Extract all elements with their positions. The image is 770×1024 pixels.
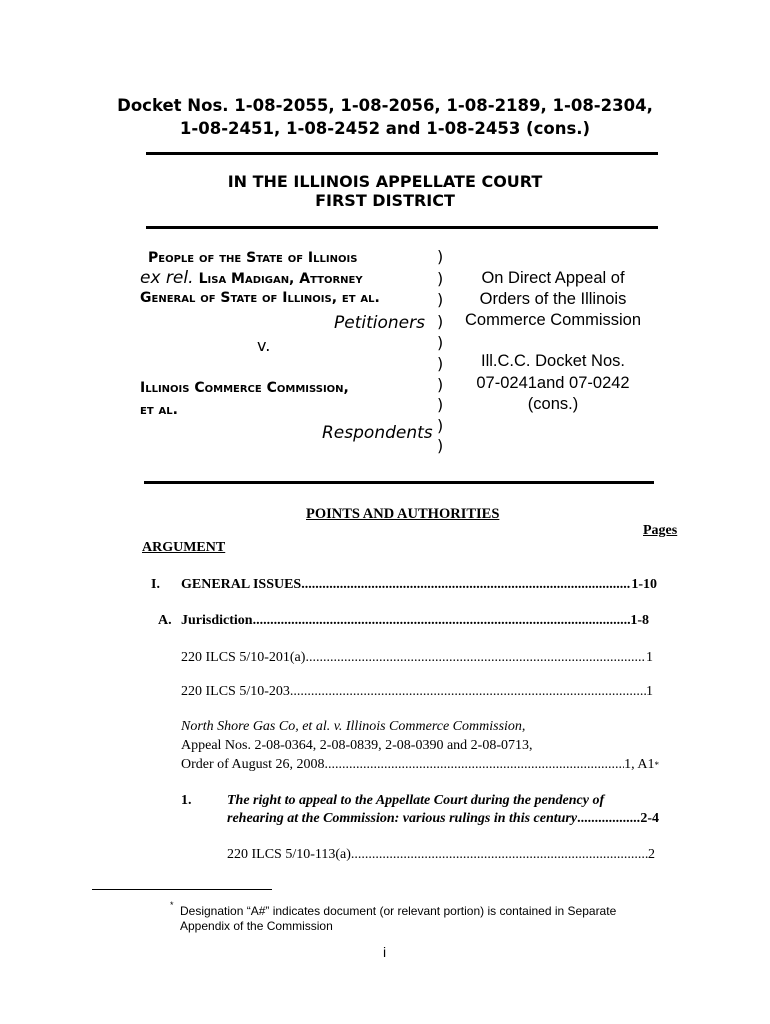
leader-dots — [305, 650, 646, 666]
leader-dots — [351, 847, 648, 863]
citation-page: 1 — [646, 684, 653, 699]
pages-label: Pages — [643, 523, 678, 538]
points-authorities-title: POINTS AND AUTHORITIES — [306, 506, 500, 522]
section-a-number: A. — [158, 613, 172, 628]
header-rule-top — [146, 152, 658, 155]
respondent-line-1: Illinois Commerce Commission, — [140, 380, 349, 396]
toc-citation-1 — [181, 650, 653, 666]
icc-docket-line-3: (cons.) — [527, 395, 579, 413]
caption-paren: ) — [437, 416, 444, 435]
icc-docket-line-2: 07-0241and 07-0242 — [476, 374, 630, 392]
footnote-reference: * — [654, 760, 659, 770]
footnote-line-1: Designation “A#” indicates document (or relevant portion) is contained in Separate — [180, 904, 617, 918]
section-a-title: Jurisdiction — [181, 613, 253, 628]
caption-paren: ) — [437, 333, 444, 352]
petitioners-label: Petitioners — [334, 313, 425, 333]
petitioner-line-1: People of the State of Illinois — [148, 250, 358, 266]
leader-dots — [577, 811, 640, 827]
argument-label: ARGUMENT — [142, 540, 226, 555]
case-order-text: Order of August 26, 2008 — [181, 757, 325, 772]
section-a-pages: 1-8 — [630, 613, 649, 628]
section-i-title: GENERAL ISSUES — [181, 577, 302, 592]
court-district: FIRST DISTRICT — [315, 191, 455, 210]
caption-paren: ) — [437, 395, 444, 414]
petitioner-line-2 — [140, 268, 363, 288]
appeal-line-2: Orders of the Illinois — [479, 290, 627, 308]
caption-paren: ) — [437, 375, 444, 394]
toc-case-order — [181, 757, 659, 773]
citation-page: 1 — [646, 650, 653, 665]
appeal-line-1: On Direct Appeal of — [481, 269, 625, 287]
case-name: North Shore Gas Co, et al. v. Illinois Commerce Commission, — [181, 719, 526, 734]
petitioner-attorney: Lisa Madigan, Attorney — [198, 271, 363, 287]
sub-1-pages: 2-4 — [640, 811, 659, 826]
icc-docket-line-1: Ill.C.C. Docket Nos. — [481, 352, 625, 370]
leader-dots — [325, 757, 625, 773]
sub-1-number: 1. — [181, 793, 192, 808]
citation-text: 220 ILCS 5/10-201(a) — [181, 650, 306, 665]
citation-text: 220 ILCS 5/10-113(a) — [227, 847, 351, 862]
case-pages: 1, A1 — [624, 757, 655, 772]
caption-paren: ) — [437, 354, 444, 373]
leader-dots — [301, 577, 631, 593]
case-appeal-numbers: Appeal Nos. 2-08-0364, 2-08-0839, 2-08-0390 and 2-08-0713, — [181, 738, 533, 753]
section-i-pages: 1-10 — [631, 577, 657, 592]
respondents-label: Respondents — [322, 423, 433, 443]
citation-text: 220 ILCS 5/10-203 — [181, 684, 290, 699]
sub-1-title-line-1: The right to appeal to the Appellate Court during the pendency of — [227, 793, 605, 808]
footnote-line-2: Appendix of the Commission — [180, 919, 333, 933]
caption-paren: ) — [437, 269, 444, 288]
sub-1-title-line-2: rehearing at the Commission: various rulings in this century — [227, 811, 578, 826]
petitioner-line-3: General of State of Illinois, et al. — [140, 290, 380, 306]
citation-page: 2 — [648, 847, 655, 862]
toc-entry-general-issues — [181, 577, 657, 593]
ex-rel-text: ex rel. — [140, 268, 194, 288]
footnote-marker: * — [170, 900, 174, 910]
docket-line-2: 1-08-2451, 1-08-2452 and 1-08-2453 (cons.) — [179, 119, 591, 138]
caption-rule — [144, 481, 654, 484]
versus: v. — [257, 336, 271, 355]
court-name: IN THE ILLINOIS APPELLATE COURT — [227, 172, 543, 191]
caption-paren: ) — [437, 436, 444, 455]
caption-paren: ) — [437, 312, 444, 331]
toc-citation-2 — [181, 684, 653, 700]
caption-paren: ) — [437, 247, 444, 266]
toc-entry-jurisdiction — [181, 613, 649, 629]
appeal-line-3: Commerce Commission — [464, 311, 642, 329]
page-number: i — [383, 944, 387, 960]
toc-citation-3 — [227, 847, 655, 863]
respondent-line-2: et al. — [140, 402, 178, 418]
leader-dots — [253, 613, 631, 629]
docket-line-1: Docket Nos. 1-08-2055, 1-08-2056, 1-08-2189, 1-08-2304, — [117, 96, 653, 115]
leader-dots — [290, 684, 646, 700]
caption-paren: ) — [437, 290, 444, 309]
toc-entry-sub-1 — [227, 811, 659, 827]
header-rule-bottom — [146, 226, 658, 229]
section-i-number: I. — [151, 577, 160, 592]
footnote-rule — [92, 889, 272, 890]
